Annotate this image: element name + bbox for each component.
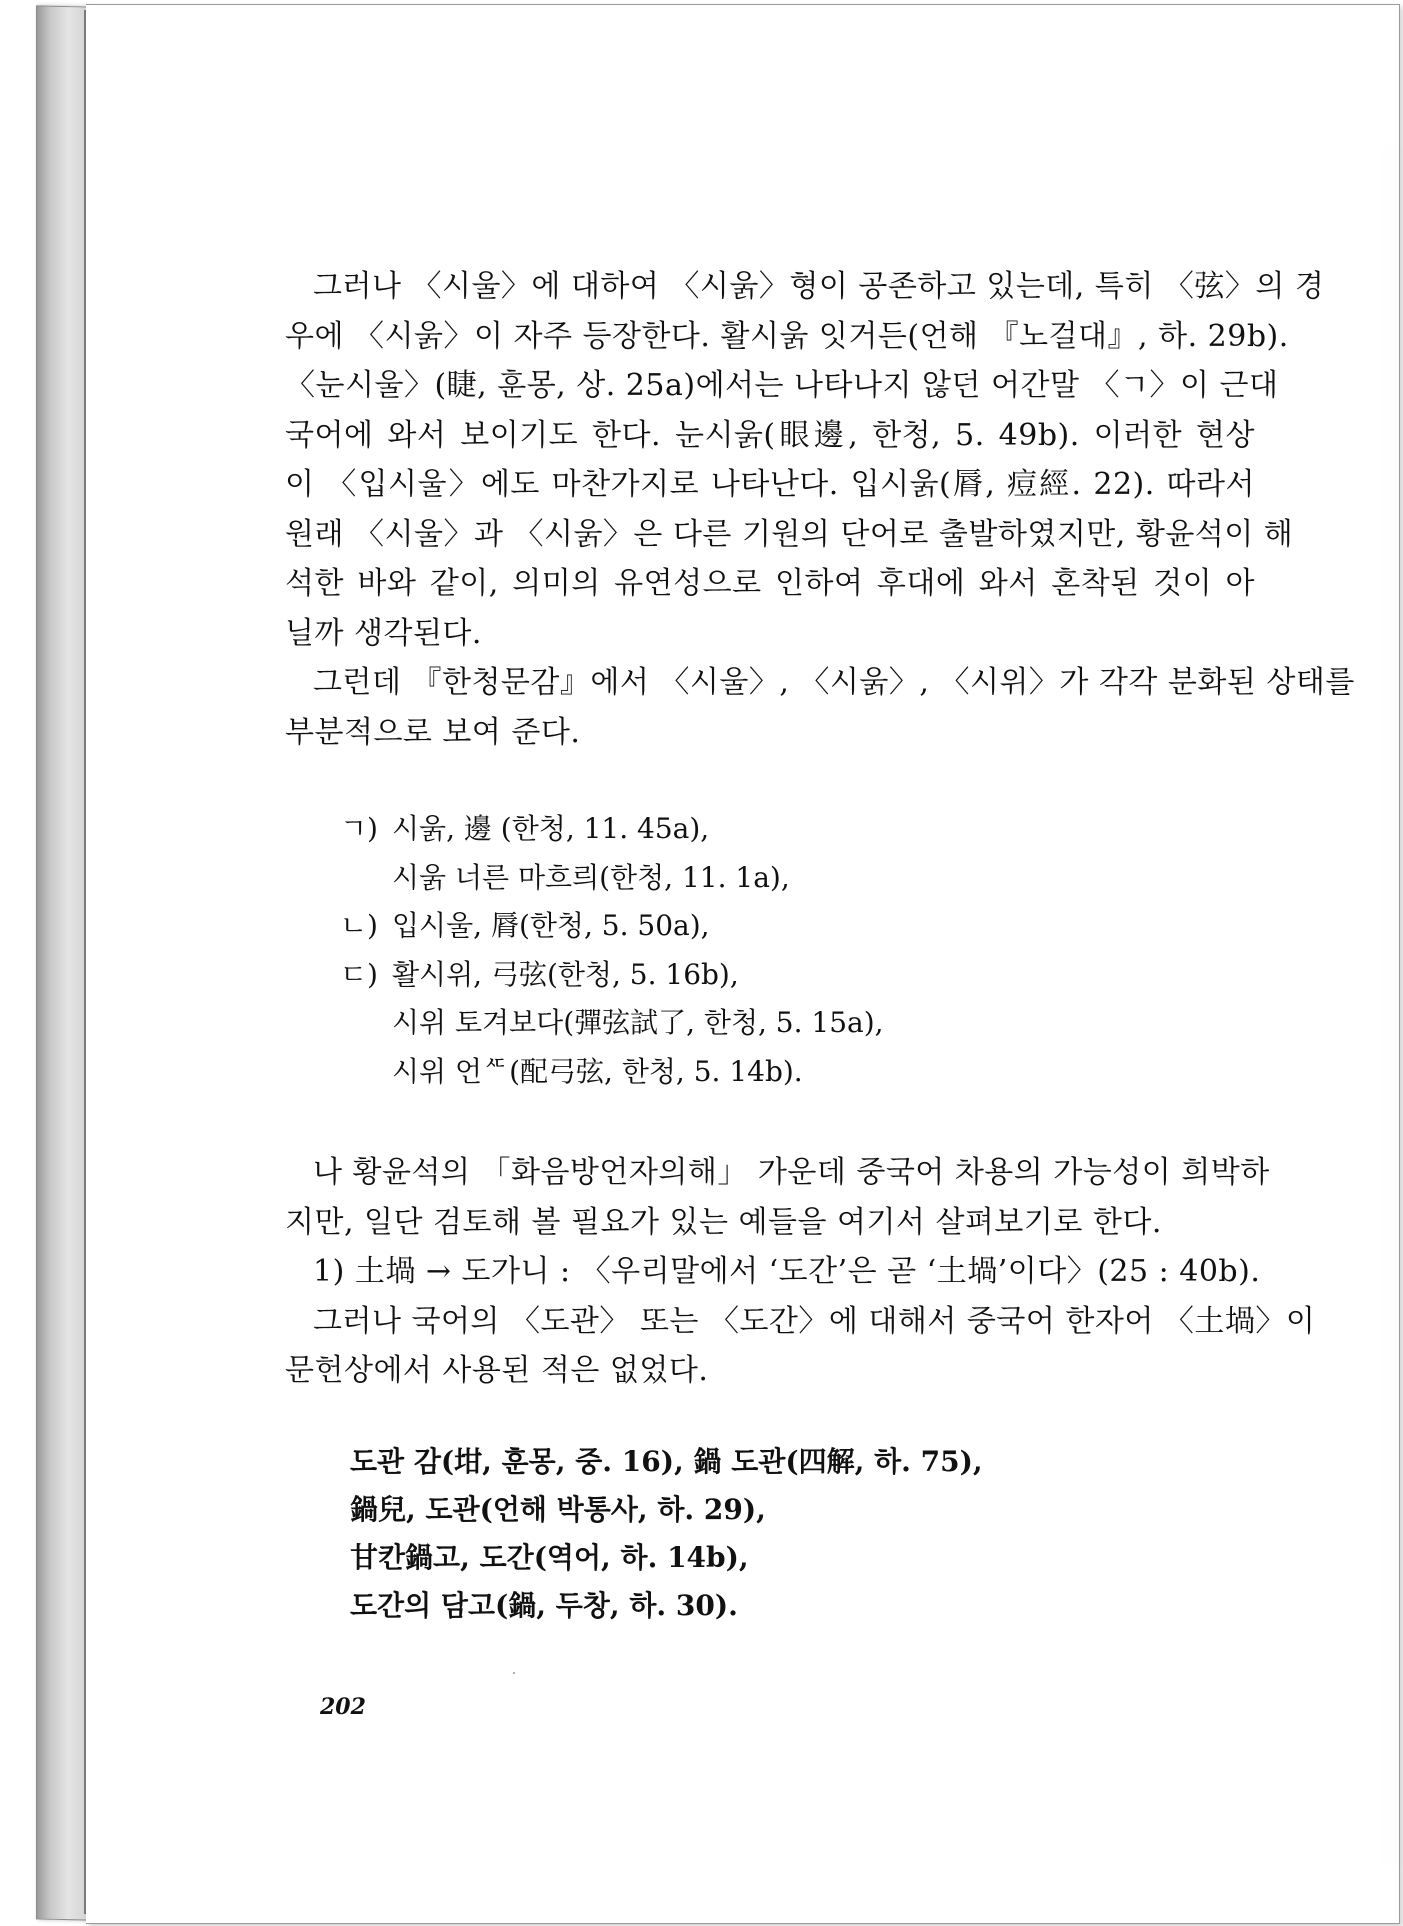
- text-line: 원래 〈시울〉과 〈시욹〉은 다른 기원의 단어로 출발하였지만, 황윤석이 해: [285, 516, 1294, 552]
- text-line: 부분적으로 보여 준다.: [285, 714, 581, 750]
- book-page-stack: [36, 5, 90, 1920]
- scan-shading: [1376, 145, 1403, 1865]
- example-list-1: [285, 805, 1255, 1096]
- text-line: 그런데 『한청문감』에서 〈시울〉, 〈시욹〉, 〈시위〉가 각각 분화된 상태를: [313, 665, 1355, 700]
- example-label: ㄴ): [340, 909, 378, 942]
- numbered-item: 1) 土堝 → 도가니 : 〈우리말에서 ‘도간’은 곧 ‘土堝’이다〉(25 : 40b).: [313, 1254, 1261, 1289]
- example-item: 시위 언ᄯ(配弓弦, 한청, 5. 14b).: [392, 1054, 803, 1088]
- example-item: 시욹 너른 마흐릐(한청, 11. 1a),: [392, 860, 790, 894]
- scan-speck: [513, 1672, 515, 1674]
- text-line: 닐까 생각된다.: [285, 615, 482, 651]
- text-line: 우에 〈시욹〉이 자주 등장한다. 활시욹 잇거든(언해 『노걸대』, 하. 29b).: [285, 318, 1289, 354]
- text-line: 문헌상에서 사용된 적은 없었다.: [285, 1353, 709, 1388]
- text-line: 국어에 와서 보이기도 한다. 눈시욹(眼邊, 한청, 5. 49b). 이러한 현상: [285, 417, 1255, 453]
- page-content: [285, 262, 1355, 1630]
- example-item: 甘칸鍋고, 도간(역어, 하. 14b),: [350, 1540, 749, 1574]
- example-item: 鍋兒, 도관(언해 박통사, 하. 29),: [350, 1492, 766, 1526]
- example-item: [285, 951, 1255, 1000]
- page-number: 202: [320, 1694, 366, 1720]
- text-line: 그러나 국어의 〈도관〉 또는 〈도간〉에 대해서 중국어 한자어 〈土堝〉이: [313, 1303, 1316, 1339]
- example-item: [285, 805, 1255, 854]
- example-item: 시위 토겨보다(彈弦試了, 한청, 5. 15a),: [392, 1006, 884, 1039]
- paragraph-3: [285, 1148, 1270, 1297]
- example-list-2: [285, 1438, 1255, 1630]
- example-text: 시욹, 邊 (한청, 11. 45a),: [392, 812, 710, 845]
- text-line: 석한 바와 같이, 의미의 유연성으로 인하여 후대에 와서 혼착된 것이 아: [285, 566, 1255, 601]
- paragraph-1: [285, 262, 1325, 658]
- example-item: [285, 902, 1255, 951]
- example-label: ㄷ): [340, 957, 378, 991]
- text-line: 나 황윤석의 「화음방언자의해」 가운데 중국어 차용의 가능성이 희박하: [313, 1155, 1270, 1190]
- example-item: 도간의 담고(鍋, 두창, 하. 30).: [350, 1588, 738, 1622]
- text-line: 지만, 일단 검토해 볼 필요가 있는 예들을 여기서 살펴보기로 한다.: [285, 1204, 1162, 1240]
- example-text: 입시울, 脣(한청, 5. 50a),: [392, 909, 710, 942]
- example-text: 활시위, 弓弦(한청, 5. 16b),: [392, 957, 739, 991]
- paragraph-4: [285, 1297, 1316, 1396]
- text-line: 그러나 〈시울〉에 대하여 〈시욹〉형이 공존하고 있는데, 특히 〈弦〉의 경: [313, 269, 1325, 304]
- paragraph-2: [285, 658, 1355, 757]
- example-label: ㄱ): [340, 812, 378, 845]
- text-line: 이 〈입시울〉에도 마찬가지로 나타난다. 입시욹(脣, 痘經. 22). 따라서: [285, 467, 1255, 502]
- text-line: 〈눈시울〉(睫, 훈몽, 상. 25a)에서는 나타나지 않던 어간말 〈ㄱ〉이 근대: [285, 368, 1279, 403]
- example-item: 도관 감(坩, 훈몽, 중. 16), 鍋 도관(四解, 하. 75),: [350, 1444, 983, 1478]
